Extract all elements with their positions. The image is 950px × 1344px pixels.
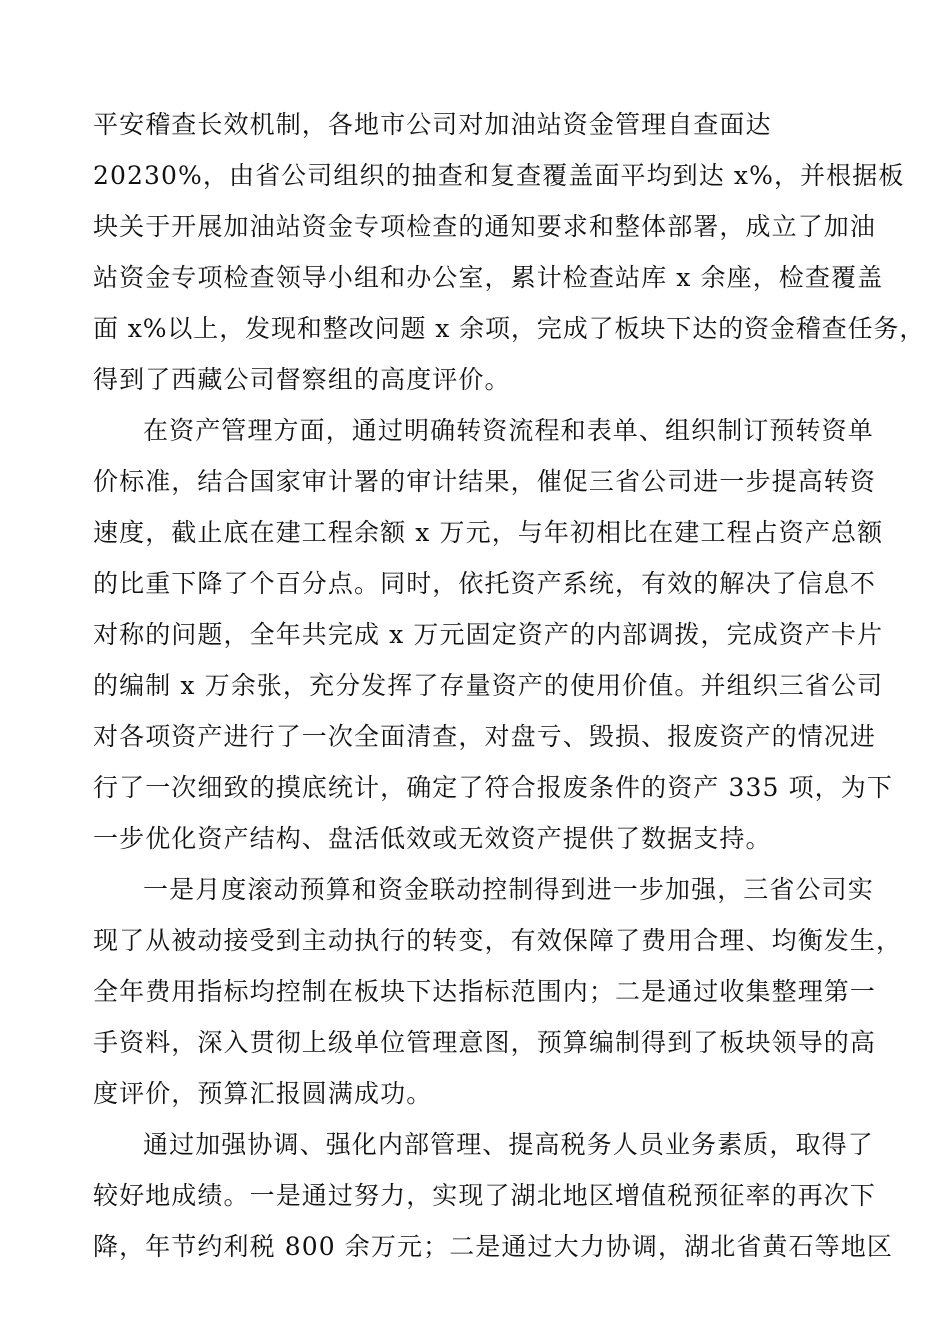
text-line: 一步优化资产结构、盘活低效或无效资产提供了数据支持。 bbox=[93, 824, 772, 853]
paragraph-first-line: 通过加强协调、强化内部管理、提高税务人员业务素质，取得了 bbox=[143, 1130, 874, 1159]
text-line: 行了一次细致的摸底统计，确定了符合报废条件的资产 335 项，为下 bbox=[93, 773, 893, 802]
text-line: 对各项资产进行了一次全面清查，对盘亏、毁损、报废资产的情况进 bbox=[93, 722, 877, 751]
text-line: 较好地成绩。一是通过努力，实现了湖北地区增值税预征率的再次下 bbox=[93, 1181, 877, 1210]
text-line: 降，年节约利税 800 余万元；二是通过大力协调，湖北省黄石等地区 bbox=[93, 1232, 893, 1261]
text-line: 对称的问题，全年共完成 x 万元固定资产的内部调拨，完成资产卡片 bbox=[93, 620, 884, 649]
text-line: 的比重下降了个百分点。同时，依托资产系统，有效的解决了信息不 bbox=[93, 569, 877, 598]
text-line: 速度，截止底在建工程余额 x 万元，与年初相比在建工程占资产总额 bbox=[93, 518, 884, 547]
text-line: 站资金专项检查领导小组和办公室，累计检查站库 x 余座，检查覆盖 bbox=[93, 263, 884, 292]
text-line: 度评价，预算汇报圆满成功。 bbox=[93, 1079, 433, 1108]
text-line: 20230%，由省公司组织的抽查和复查覆盖面平均到达 x%，并根据板 bbox=[93, 161, 905, 190]
paragraph-first-line: 在资产管理方面，通过明确转资流程和表单、组织制订预转资单 bbox=[143, 416, 874, 445]
text-line: 块关于开展加油站资金专项检查的通知要求和整体部署，成立了加油 bbox=[93, 212, 877, 241]
text-line: 的编制 x 万余张，充分发挥了存量资产的使用价值。并组织三省公司 bbox=[93, 671, 884, 700]
text-line: 现了从被动接受到主动执行的转变，有效保障了费用合理、均衡发生， bbox=[93, 926, 903, 955]
text-line: 价标准，结合国家审计署的审计结果，催促三省公司进一步提高转资 bbox=[93, 467, 877, 496]
text-line: 全年费用指标均控制在板块下达指标范围内；二是通过收集整理第一 bbox=[93, 977, 877, 1006]
text-line: 平安稽查长效机制，各地市公司对加油站资金管理自查面达 bbox=[93, 110, 772, 139]
text-line: 面 x%以上，发现和整改问题 x 余项，完成了板块下达的资金稽查任务， bbox=[93, 314, 926, 343]
paragraph-first-line: 一是月度滚动预算和资金联动控制得到进一步加强，三省公司实 bbox=[143, 875, 874, 904]
text-line: 手资料，深入贯彻上级单位管理意图，预算编制得到了板块领导的高 bbox=[93, 1028, 877, 1057]
text-line: 得到了西藏公司督察组的高度评价。 bbox=[93, 365, 511, 394]
